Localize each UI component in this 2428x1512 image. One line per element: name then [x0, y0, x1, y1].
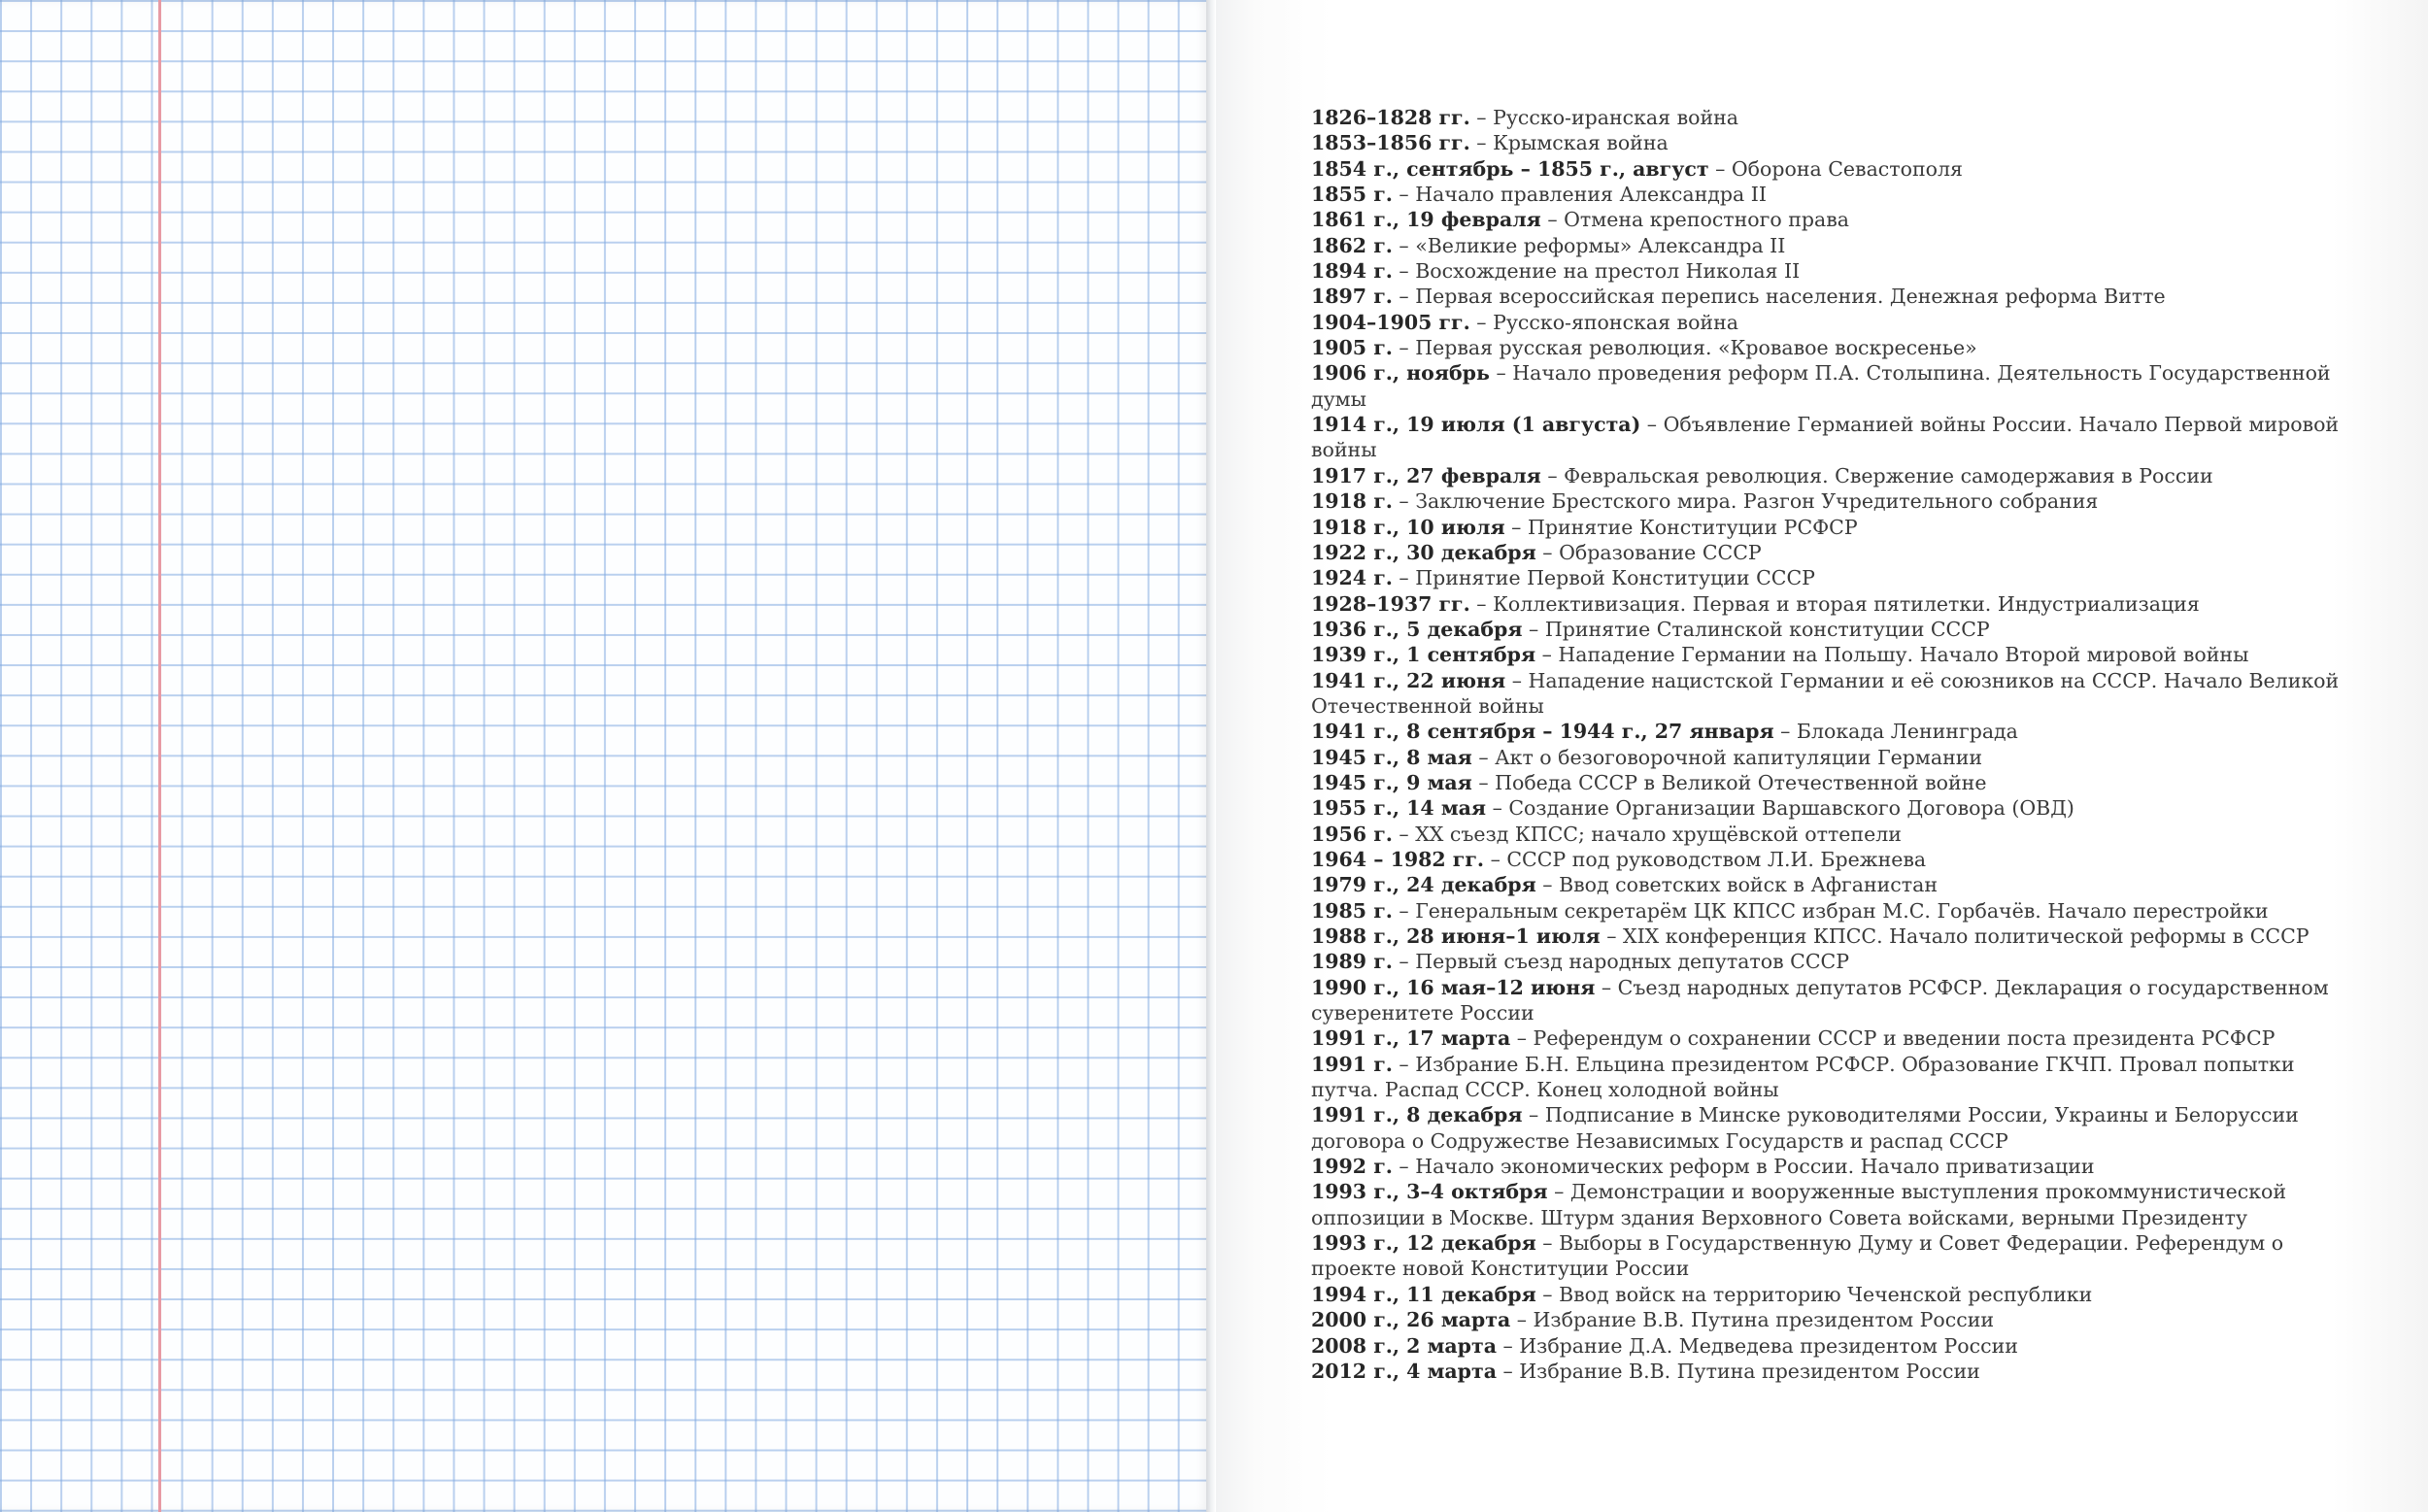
timeline-separator: – — [1469, 106, 1494, 129]
timeline-event: Образование СССР — [1559, 540, 1762, 564]
timeline-date: 1945 г., 8 мая — [1311, 745, 1472, 769]
timeline-event: Февральская революция. Свержение самодержавия в России — [1564, 463, 2213, 487]
timeline-date: 1904–1905 гг. — [1311, 310, 1470, 334]
timeline-entry — [1311, 795, 2360, 821]
timeline-event: Выборы в Государственную Думу и Совет Федерации. Референдум о проекте новой Конституции России — [1311, 1231, 2284, 1281]
timeline-date: 1941 г., 22 июня — [1311, 668, 1506, 692]
timeline-separator: – — [1496, 1359, 1520, 1383]
timeline-event: Начало экономических реформ в России. Начало приватизации — [1415, 1155, 2095, 1179]
timeline-entry — [1311, 770, 2360, 795]
timeline-separator: – — [1392, 489, 1416, 514]
timeline-entry — [1311, 591, 2360, 617]
timeline-separator: – — [1540, 208, 1565, 232]
timeline-date: 1924 г. — [1311, 566, 1393, 590]
timeline-separator: – — [1392, 183, 1416, 207]
timeline-separator: – — [1392, 336, 1416, 360]
timeline-separator: – — [1522, 1103, 1545, 1127]
timeline-separator: – — [1773, 720, 1797, 744]
timeline-event: Акт о безоговорочной капитуляции Германии — [1495, 745, 1983, 769]
timeline-separator: – — [1392, 822, 1416, 846]
timeline-event: Демонстрации и вооруженные выступления прокоммунистической оппозиции в Москве. Штурм здания Верховного Совета войсками, верными Президенту — [1311, 1180, 2287, 1229]
timeline-event: Коллективизация. Первая и вторая пятилетки. Индустриализация — [1493, 591, 2200, 616]
timeline-date: 2008 г., 2 марта — [1311, 1333, 1497, 1358]
timeline-entry — [1311, 898, 2360, 924]
timeline-event: Блокада Ленинграда — [1796, 720, 2018, 744]
timeline-event: Нападение нацистской Германии и её союзников на СССР. Начало Великой Отечественной войны — [1311, 668, 2340, 718]
timeline-separator: – — [1522, 617, 1545, 641]
timeline-date: 1853–1856 гг. — [1311, 131, 1470, 155]
timeline-event: XIX конференция КПСС. Начало политической реформы в СССР — [1622, 924, 2310, 948]
grid-page — [0, 0, 1209, 1512]
timeline-entry — [1311, 207, 2360, 232]
timeline-separator: – — [1535, 873, 1560, 897]
timeline-date: 1945 г., 9 мая — [1311, 770, 1472, 794]
timeline-date: 1993 г., 12 декабря — [1311, 1231, 1536, 1256]
timeline-separator: – — [1535, 1231, 1560, 1256]
timeline-separator: – — [1708, 156, 1732, 181]
timeline-entry — [1311, 233, 2360, 258]
timeline-entry — [1311, 258, 2360, 284]
timeline-date: 1826–1828 гг. — [1311, 106, 1470, 129]
timeline-entry — [1311, 617, 2360, 642]
timeline-event: Восхождение на престол Николая II — [1415, 259, 1801, 284]
timeline-entry — [1311, 335, 2360, 360]
timeline-date: 1956 г. — [1311, 822, 1393, 846]
timeline-entry — [1311, 1179, 2360, 1230]
timeline-event: Избрание Б.Н. Ельцина президентом РСФСР. Образование ГКЧП. Провал попытки путча. Распад СССР. Конец холодной войны — [1311, 1052, 2295, 1102]
timeline-entry — [1311, 488, 2360, 514]
timeline-separator: – — [1489, 361, 1513, 386]
timeline-date: 1862 г. — [1311, 233, 1393, 257]
timeline-entry — [1311, 463, 2360, 488]
timeline-event: Ввод советских войск в Афганистан — [1559, 873, 1939, 897]
timeline-separator: – — [1469, 310, 1494, 334]
timeline-event: Объявление Германией войны России. Начало Первой мировой войны — [1311, 413, 2340, 462]
timeline-separator: – — [1505, 668, 1529, 692]
timeline-separator: – — [1392, 233, 1416, 257]
timeline-date: 1894 г. — [1311, 259, 1393, 284]
timeline-date: 1928–1937 гг. — [1311, 591, 1470, 616]
timeline-date: 1936 г., 5 декабря — [1311, 617, 1523, 641]
timeline-entry — [1311, 412, 2360, 463]
timeline-entry — [1311, 515, 2360, 540]
timeline-separator: – — [1504, 515, 1528, 539]
timeline-entry — [1311, 642, 2360, 667]
notebook-spine — [1206, 0, 1216, 1512]
timeline-list — [1311, 105, 2360, 1384]
timeline-date: 1918 г., 10 июля — [1311, 515, 1505, 539]
timeline-separator: – — [1535, 1282, 1560, 1306]
timeline-entry — [1311, 975, 2360, 1026]
timeline-date: 1990 г., 16 мая–12 июня — [1311, 975, 1596, 999]
timeline-event: XX съезд КПСС; начало хрущёвской оттепели — [1415, 822, 1902, 846]
timeline-entry — [1311, 565, 2360, 590]
timeline-separator: – — [1510, 1026, 1534, 1051]
timeline-entry — [1311, 310, 2360, 335]
timeline-event: Оборона Севастополя — [1731, 156, 1963, 181]
timeline-entry — [1311, 1102, 2360, 1154]
timeline-date: 1939 г., 1 сентября — [1311, 643, 1536, 667]
timeline-event: Создание Организации Варшавского Договора (ОВД) — [1508, 796, 2074, 821]
timeline-date: 1897 г. — [1311, 285, 1393, 309]
timeline-date: 1985 г. — [1311, 898, 1393, 923]
timeline-entry — [1311, 847, 2360, 872]
timeline-separator: – — [1496, 1333, 1520, 1358]
timeline-date: 1979 г., 24 декабря — [1311, 873, 1536, 897]
timeline-separator: – — [1471, 770, 1496, 794]
timeline-separator: – — [1640, 413, 1664, 437]
timeline-date: 1991 г., 8 декабря — [1311, 1103, 1523, 1127]
timeline-date: 1991 г., 17 марта — [1311, 1026, 1511, 1051]
timeline-separator: – — [1486, 796, 1509, 821]
timeline-entry — [1311, 924, 2360, 949]
timeline-entry — [1311, 822, 2360, 847]
timeline-event: Начало проведения реформ П.А. Столыпина. Деятельность Государственной думы — [1311, 361, 2331, 411]
timeline-separator: – — [1392, 259, 1416, 284]
timeline-entry — [1311, 540, 2360, 565]
timeline-entry — [1311, 360, 2360, 412]
timeline-event: Съезд народных депутатов РСФСР. Декларация о государственном суверенитете России — [1311, 975, 2329, 1025]
timeline-separator: – — [1510, 1308, 1534, 1332]
timeline-date: 2000 г., 26 марта — [1311, 1308, 1511, 1332]
timeline-separator: – — [1392, 285, 1416, 309]
timeline-event: Победа СССР в Великой Отечественной войне — [1495, 770, 1987, 794]
timeline-date: 1992 г. — [1311, 1155, 1393, 1179]
timeline-date: 1917 г., 27 февраля — [1311, 463, 1541, 487]
timeline-event: Избрание В.В. Путина президентом России — [1533, 1308, 1995, 1332]
timeline-event: Крымская война — [1493, 131, 1669, 155]
timeline-separator: – — [1484, 847, 1507, 871]
timeline-entry — [1311, 1052, 2360, 1103]
timeline-entry — [1311, 1154, 2360, 1179]
timeline-date: 1906 г., ноябрь — [1311, 361, 1490, 386]
timeline-date: 1994 г., 11 декабря — [1311, 1282, 1536, 1306]
timeline-event: Генеральным секретарём ЦК КПСС избран М.С. Горбачёв. Начало перестройки — [1415, 898, 2269, 923]
timeline-date: 2012 г., 4 марта — [1311, 1359, 1497, 1383]
timeline-entry — [1311, 1307, 2360, 1332]
timeline-separator: – — [1540, 463, 1565, 487]
timeline-separator: – — [1535, 540, 1560, 564]
timeline-date: 1854 г., сентябрь – 1855 г., август — [1311, 156, 1709, 181]
timeline-date: 1993 г., 3–4 октября — [1311, 1180, 1548, 1204]
timeline-event: Нападение Германии на Польшу. Начало Второй мировой войны — [1558, 643, 2249, 667]
timeline-event: СССР под руководством Л.И. Брежнева — [1506, 847, 1927, 871]
timeline-date: 1905 г. — [1311, 336, 1393, 360]
timeline-entry — [1311, 949, 2360, 974]
timeline-entry — [1311, 182, 2360, 207]
timeline-event: Заключение Брестского мира. Разгон Учредительного собрания — [1415, 489, 2099, 514]
timeline-event: Отмена крепостного права — [1564, 208, 1850, 232]
timeline-event: Референдум о сохранении СССР и введении поста президента РСФСР — [1533, 1026, 2276, 1051]
timeline-entry — [1311, 872, 2360, 897]
timeline-separator: – — [1547, 1180, 1570, 1204]
timeline-event: Первая русская революция. «Кровавое воскресенье» — [1415, 336, 1977, 360]
timeline-entry — [1311, 284, 2360, 309]
timeline-date: 1918 г. — [1311, 489, 1393, 514]
timeline-event: Начало правления Александра II — [1415, 183, 1767, 207]
timeline-separator: – — [1392, 1155, 1416, 1179]
timeline-entry — [1311, 1282, 2360, 1307]
timeline-entry — [1311, 1359, 2360, 1384]
timeline-date: 1955 г., 14 мая — [1311, 796, 1487, 821]
timeline-date: 1941 г., 8 сентября – 1944 г., 27 января — [1311, 720, 1774, 744]
timeline-event: Избрание Д.А. Медведева президентом России — [1519, 1333, 2018, 1358]
timeline-separator: – — [1595, 975, 1618, 999]
timeline-date: 1861 г., 19 февраля — [1311, 208, 1541, 232]
timeline-entry — [1311, 668, 2360, 720]
timeline-event: Принятие Сталинской конституции СССР — [1544, 617, 1990, 641]
timeline-separator: – — [1392, 566, 1416, 590]
timeline-entry — [1311, 1025, 2360, 1051]
timeline-entry — [1311, 105, 2360, 130]
timeline-entry — [1311, 130, 2360, 155]
timeline-date: 1914 г., 19 июля (1 августа) — [1311, 413, 1641, 437]
timeline-event: Избрание В.В. Путина президентом России — [1519, 1359, 1980, 1383]
timeline-event: Принятие Первой Конституции СССР — [1415, 566, 1815, 590]
timeline-event: Первый съезд народных депутатов СССР — [1415, 950, 1850, 974]
timeline-event: Принятие Конституции РСФСР — [1527, 515, 1858, 539]
timeline-event: Ввод войск на территорию Чеченской республики — [1559, 1282, 2093, 1306]
timeline-separator: – — [1600, 924, 1623, 948]
timeline-separator: – — [1469, 131, 1494, 155]
timeline-event: Русско-иранская война — [1493, 106, 1739, 129]
timeline-event: «Великие реформы» Александра II — [1415, 233, 1786, 257]
timeline-event: Подписание в Минске руководителями России, Украины и Белоруссии договора о Содружестве Независимых Государств и распад СССР — [1311, 1103, 2299, 1153]
timeline-entry — [1311, 1230, 2360, 1282]
timeline-date: 1991 г. — [1311, 1052, 1393, 1076]
timeline-date: 1922 г., 30 декабря — [1311, 540, 1536, 564]
timeline-entry — [1311, 1333, 2360, 1359]
timeline-event: Первая всероссийская перепись населения. Денежная реформа Витте — [1415, 285, 2166, 309]
timeline-date: 1855 г. — [1311, 183, 1393, 207]
timeline-entry — [1311, 719, 2360, 744]
timeline-separator: – — [1469, 591, 1494, 616]
timeline-event: Русско-японская война — [1493, 310, 1738, 334]
timeline-separator: – — [1535, 643, 1559, 667]
timeline-separator: – — [1471, 745, 1496, 769]
timeline-date: 1989 г. — [1311, 950, 1393, 974]
timeline-entry — [1311, 745, 2360, 770]
timeline-separator: – — [1392, 1052, 1416, 1076]
margin-line — [158, 0, 161, 1512]
timeline-separator: – — [1392, 950, 1416, 974]
timeline-separator: – — [1392, 898, 1416, 923]
timeline-date: 1988 г., 28 июня–1 июля — [1311, 924, 1601, 948]
timeline-date: 1964 – 1982 гг. — [1311, 847, 1485, 871]
timeline-entry — [1311, 156, 2360, 182]
